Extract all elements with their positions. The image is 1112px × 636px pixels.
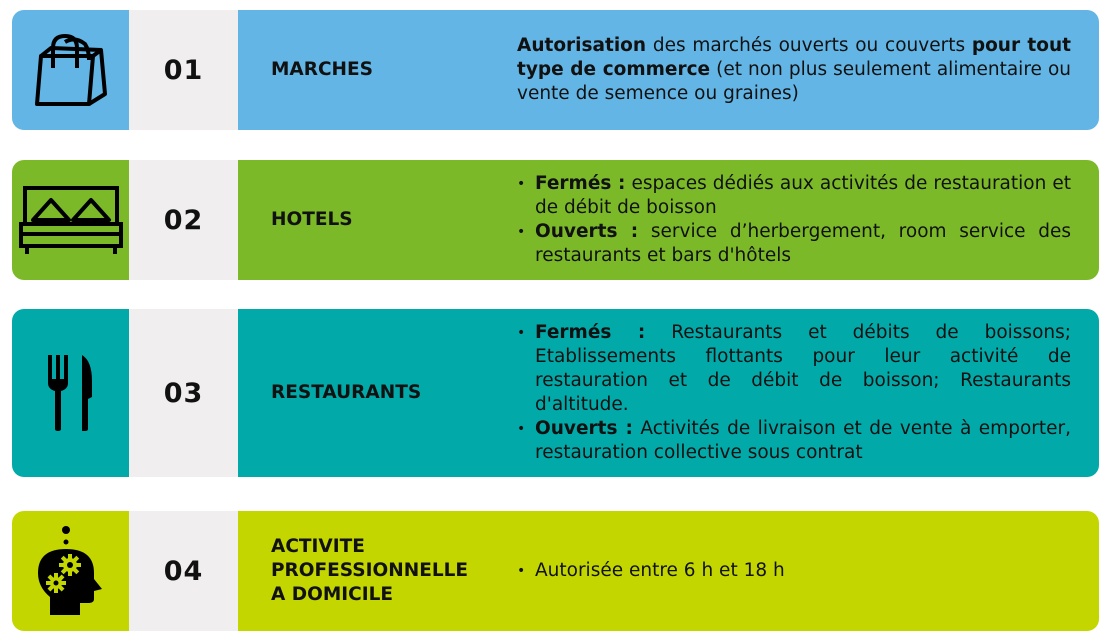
row-description: [517, 309, 1071, 477]
row-description: [517, 10, 1071, 130]
bed-icon: [19, 184, 123, 256]
description-text: Autorisation des marchés ouverts ou couverts pour tout type de commerce (et non plus seulement alimentaire ou vente de semence ou graines): [517, 35, 1071, 104]
row-title: MARCHES: [271, 59, 373, 80]
row-activite-professionnelle: [12, 511, 1099, 631]
list-item: • Fermés : Restaurants et débits de boissons; Etablissements flottants pour leur activité de restauration et de débit de boisson; Restaurants d'altitude.: [517, 322, 1071, 415]
list-item: • Autorisée entre 6 h et 18 h: [517, 560, 785, 581]
title-line: A DOMICILE: [271, 584, 394, 605]
row-restaurants: [12, 309, 1099, 477]
row-marches: [12, 10, 1099, 130]
fork-knife-icon: [46, 353, 96, 433]
row-number: 04: [129, 511, 238, 631]
row-number: 01: [129, 10, 238, 130]
row-number: 03: [129, 309, 238, 477]
icon-cell: [12, 309, 129, 477]
title-line: ACTIVITE: [271, 536, 365, 557]
list-item: • Ouverts : service d’herbergement, room service des restaurants et bars d'hôtels: [517, 221, 1071, 266]
head-gears-icon: [36, 525, 106, 617]
list-item: • Ouverts : Activités de livraison et de vente à emporter, restauration collective sous contrat: [517, 418, 1071, 463]
list-item: • Fermés : espaces dédiés aux activités de restauration et de débit de boisson: [517, 173, 1072, 218]
shopping-bag-icon: [31, 30, 111, 110]
bullet-list: [517, 172, 1071, 268]
row-hotels: [12, 160, 1099, 280]
row-title: [271, 511, 511, 631]
row-description: [517, 511, 1071, 631]
row-description: [517, 160, 1071, 280]
icon-cell: [12, 160, 129, 280]
row-number: 02: [129, 160, 238, 280]
bullet-list: [517, 559, 1071, 583]
title-line: PROFESSIONNELLE: [271, 560, 469, 581]
icon-cell: [12, 10, 129, 130]
row-title: RESTAURANTS: [271, 382, 422, 403]
bullet-list: [517, 321, 1071, 465]
icon-cell: [12, 511, 129, 631]
row-title: HOTELS: [271, 209, 353, 230]
